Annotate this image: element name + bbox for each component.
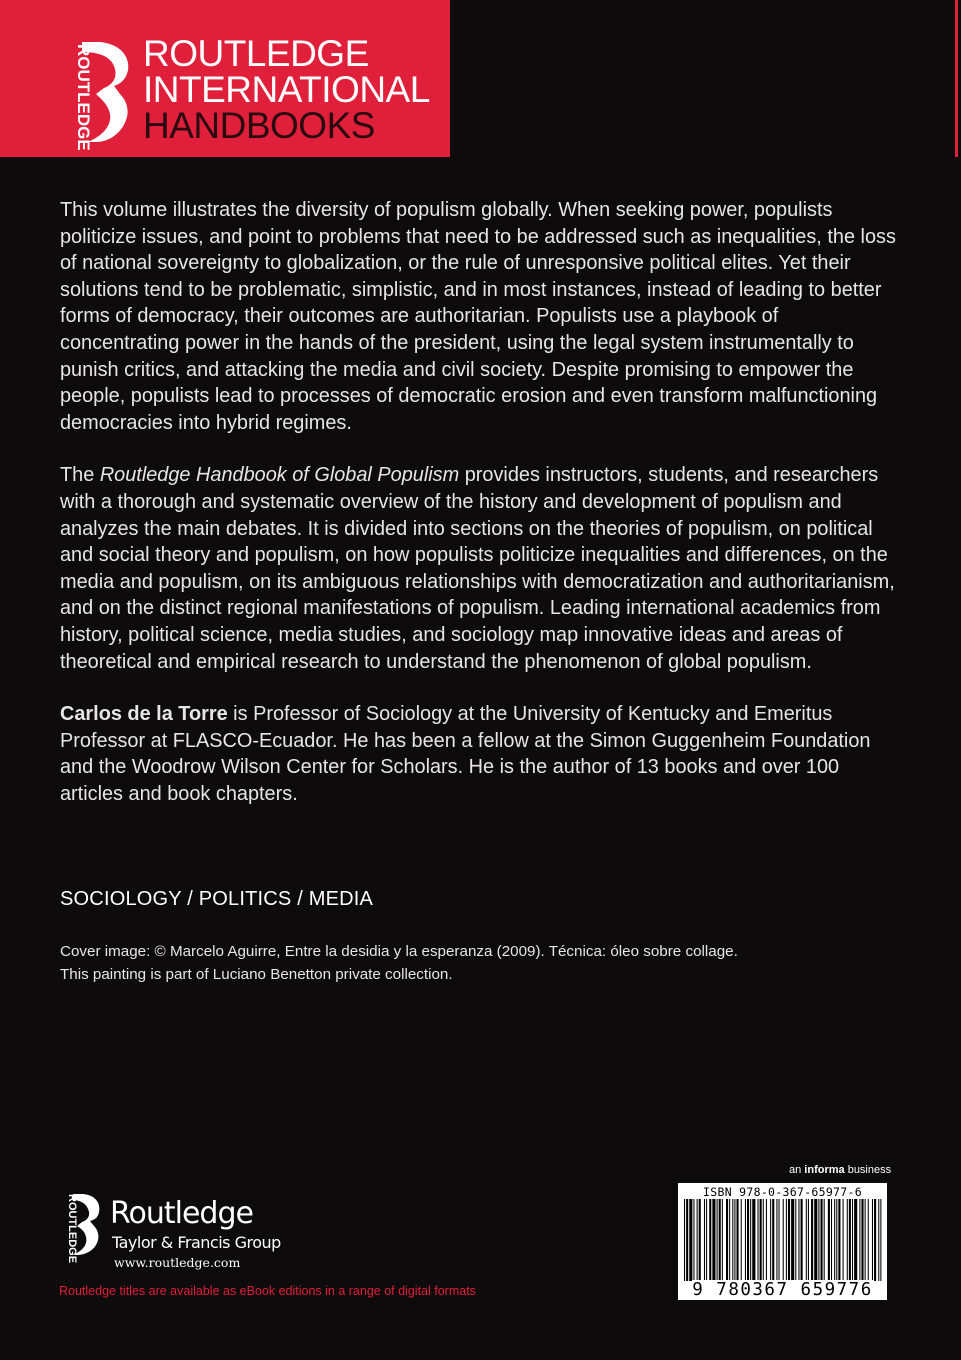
- series-line-international: INTERNATIONAL: [143, 69, 430, 110]
- subject-categories: SOCIOLOGY / POLITICS / MEDIA: [60, 888, 374, 910]
- barcode-bar: [689, 1199, 692, 1281]
- author-paragraph: [60, 701, 900, 807]
- barcode-bar: [693, 1199, 694, 1281]
- barcode-bar: [758, 1199, 759, 1281]
- routledge-head-logo-icon: [80, 40, 134, 144]
- series-line-routledge: ROUTLEDGE: [143, 33, 369, 74]
- barcode-bar: [697, 1199, 698, 1281]
- paragraph-2-rest: provides instructors, students, and researchers with a thorough and systematic overview of the history and development of populism and analyzes the main debates. It is divided into sections on the theories of populism, on political and social theory and populism, on how populists politicize inequalities and differences, on the media and populism, on its ambiguous relationships with democratization and authoritarianism, and on the distinct regional manifestations of populism. Leading international academics from history, political science, media studies, and sociology map innovative ideas and areas of theoretical and empirical research to understand the phenomenon of global populism.: [60, 464, 895, 673]
- barcode-bar: [737, 1199, 739, 1281]
- series-title: [143, 33, 430, 146]
- barcode-bar: [704, 1199, 705, 1281]
- barcode-bar: [801, 1199, 803, 1281]
- barcode-bar: [824, 1199, 825, 1281]
- barcode-bar: [859, 1199, 860, 1281]
- barcode-bar: [706, 1199, 707, 1281]
- barcode-bar: [752, 1199, 755, 1281]
- cover-credit-line-2: This painting is part of Luciano Benetton private collection.: [60, 966, 453, 983]
- barcode-bar: [745, 1199, 746, 1281]
- barcode-bar: [861, 1199, 863, 1281]
- barcode-bar: [684, 1199, 685, 1281]
- paragraph-2-prefix: The: [60, 464, 100, 487]
- barcode-bar: [849, 1199, 851, 1281]
- spine-edge-strip: [955, 0, 958, 157]
- barcode-bar: [729, 1199, 730, 1281]
- barcode-bar: [865, 1199, 866, 1281]
- description-paragraph-2: [60, 462, 900, 675]
- barcode-bar: [847, 1199, 848, 1281]
- publisher-group: Taylor & Francis Group: [112, 1233, 281, 1252]
- informa-business-label: [789, 1164, 891, 1176]
- cover-credit: [60, 940, 738, 986]
- barcode-bar: [843, 1199, 844, 1281]
- barcode-bar: [772, 1199, 774, 1281]
- barcode-bar: [838, 1199, 840, 1281]
- barcode-bar: [811, 1199, 813, 1281]
- series-line-handbooks: HANDBOOKS: [143, 105, 375, 146]
- barcode-bar: [760, 1199, 762, 1281]
- barcode-bar: [719, 1199, 721, 1281]
- barcode-bar: [770, 1199, 771, 1281]
- barcode-bars: [682, 1199, 883, 1281]
- publisher-name: Routledge: [110, 1196, 253, 1231]
- barcode-bar: [834, 1199, 835, 1281]
- isbn-barcode: [678, 1183, 887, 1300]
- barcode-bar: [795, 1199, 796, 1281]
- barcode-bar: [686, 1199, 688, 1281]
- barcode-bar: [783, 1199, 784, 1281]
- author-bio: is Professor of Sociology at the University of Kentucky and Emeritus Professor at FLASCO-Ecuador. He has been a fellow at the Simon Guggenheim Foundation and the Woodrow Wilson Center for Scholars. He is the author of 13 books and over 100 articles and book chapters.: [60, 703, 871, 805]
- barcode-bar: [734, 1199, 735, 1281]
- isbn-label: ISBN 978-0-367-65977-6: [703, 1185, 862, 1199]
- ebook-note: Routledge titles are available as eBook editions in a range of digital formats: [59, 1284, 476, 1298]
- barcode-bar: [818, 1199, 819, 1281]
- barcode-bar: [791, 1199, 794, 1281]
- barcode-bar: [852, 1199, 853, 1281]
- barcode-bar: [878, 1199, 879, 1281]
- barcode-bar: [836, 1199, 837, 1281]
- barcode-bar: [786, 1199, 787, 1281]
- barcode-bar: [828, 1199, 830, 1281]
- barcode-bar: [699, 1199, 701, 1281]
- barcode-bar: [821, 1199, 823, 1281]
- barcode-bar: [776, 1199, 777, 1281]
- barcode-bar: [874, 1199, 876, 1281]
- cover-credit-line-1: Cover image: © Marcelo Aguirre, Entre la desidia y la esperanza (2009). Técnica: óleo sobre collage.: [60, 943, 738, 960]
- routledge-publisher-logo-icon: [57, 1192, 107, 1264]
- barcode-bar: [880, 1199, 881, 1281]
- isbn-digits-text: 9 780367 659776: [692, 1280, 873, 1300]
- barcode-bar: [722, 1199, 723, 1281]
- barcode-bar: [747, 1199, 749, 1281]
- barcode-bar: [806, 1199, 807, 1281]
- barcode-bar: [831, 1199, 832, 1281]
- barcode-bar: [726, 1199, 728, 1281]
- barcode-bar: [709, 1199, 711, 1281]
- svg-text:ROUTLEDGE: ROUTLEDGE: [66, 1194, 78, 1264]
- informa-prefix: an: [789, 1164, 805, 1176]
- informa-word: informa: [804, 1164, 845, 1176]
- barcode-bar: [814, 1199, 817, 1281]
- informa-suffix: business: [844, 1164, 892, 1176]
- back-cover-text: [60, 197, 900, 833]
- barcode-bar: [750, 1199, 751, 1281]
- barcode-bar: [788, 1199, 790, 1281]
- barcode-bar: [854, 1199, 857, 1281]
- barcode-bar: [766, 1199, 767, 1281]
- description-paragraph-1: This volume illustrates the diversity of populism globally. When seeking power, populists politicize issues, and point to problems that need to be addressed such as inequalities, the loss of national sovereignty to globalization, or the rule of unresponsive political elites. Yet their solutions tend to be problematic, simplistic, and in most instances, instead of leading to better forms of democracy, their outcomes are authoritarian. Populists use a playbook of concentrating power in the hands of the president, using the legal system instrumentally to punish critics, and attacking the media and civil society. Despite promising to empower the people, populists lead to processes of democratic erosion and even transform malfunctioning democracies into hybrid regimes.: [60, 199, 896, 434]
- barcode-bar: [712, 1199, 715, 1281]
- barcode-bar: [868, 1199, 869, 1281]
- barcode-bar: [872, 1199, 873, 1281]
- barcode-bar: [717, 1199, 718, 1281]
- barcode-bar: [808, 1199, 809, 1281]
- svg-text:ROUTLEDGE: ROUTLEDGE: [74, 44, 93, 151]
- author-name: Carlos de la Torre: [60, 703, 228, 726]
- barcode-bar: [798, 1199, 799, 1281]
- barcode-bar: [741, 1199, 742, 1281]
- isbn-digits: [678, 1280, 887, 1300]
- series-banner: [0, 0, 450, 157]
- barcode-bar: [732, 1199, 733, 1281]
- book-title: Routledge Handbook of Global Populism: [99, 464, 460, 487]
- publisher-url[interactable]: www.routledge.com: [114, 1255, 241, 1270]
- barcode-bar: [779, 1199, 780, 1281]
- barcode-bar: [763, 1199, 764, 1281]
